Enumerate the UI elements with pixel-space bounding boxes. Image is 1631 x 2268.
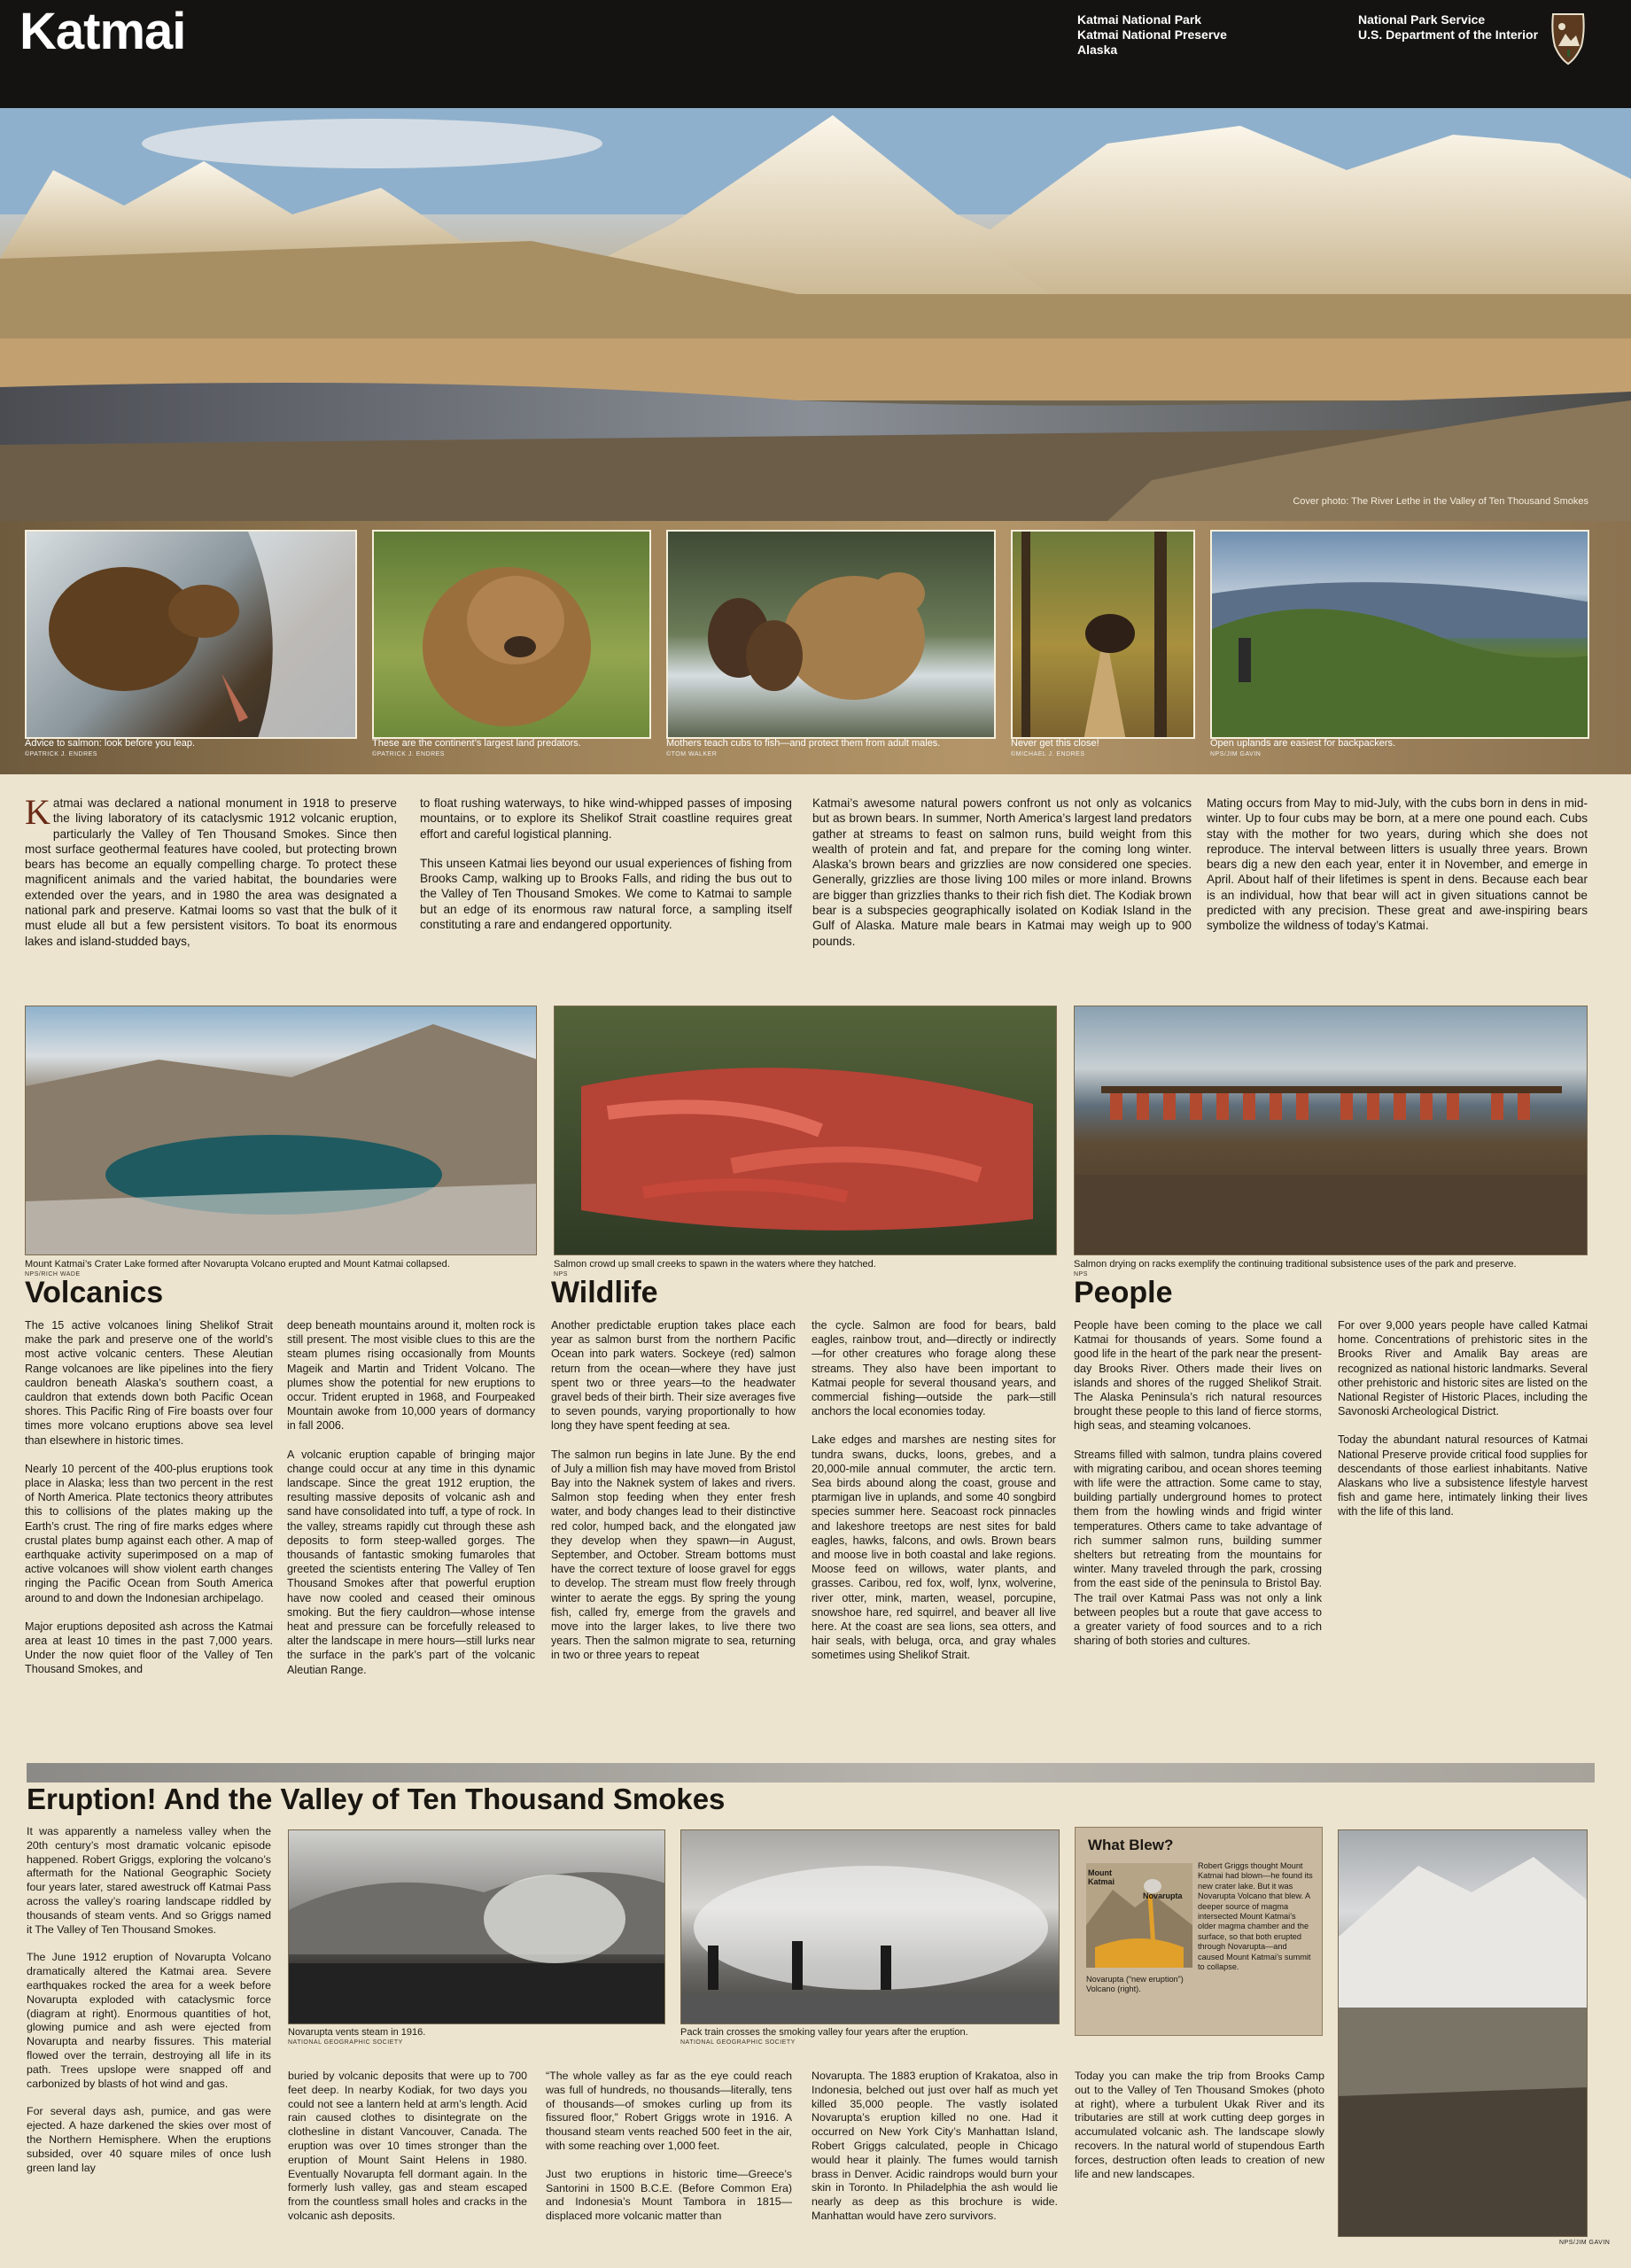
intro-column-1 [25, 792, 397, 949]
photo-caption: Salmon drying on racks exemplify the continuing traditional subsistence uses of the park and preserve. [1074, 1259, 1517, 1270]
cover-caption: Cover photo: The River Lethe in the Valley of Ten Thousand Smokes [1293, 496, 1588, 507]
photo-credit: ©PATRICK J. ENDRES [25, 751, 97, 757]
bear-photo [1210, 530, 1589, 739]
photo-credit: NATIONAL GEOGRAPHIC SOCIETY [288, 2039, 403, 2046]
eruption-column-4 [812, 2070, 1058, 2238]
eruption-heading: Eruption! And the Valley of Ten Thousand Smokes [27, 1783, 726, 1815]
eruption-paragraph: Novarupta. The 1883 eruption of Krakatoa, also in Indonesia, belched out just over half as much yet killed 35,000 people. The vastly isolated Novarupta’s eruption killed no one. Had it occurred on New York City’s Manhattan Island, Robert Griggs calculated, people in Chicago would hear it plainly. The fumes would tarnish brass in Denver. Acidic raindrops would burn your skin in Toronto. In Philadelphia the ash would lie nearly as deep as this brochure is wide. Manhattan would have zero survivors. [812, 2070, 1058, 2222]
photo-credit: ©MICHAEL J. ENDRES [1011, 751, 1085, 757]
bear-photo [666, 530, 996, 739]
wildlife-column-1 [551, 1318, 796, 1677]
intro-paragraph: This unseen Katmai lies beyond our usual experiences of fishing from Brooks Camp, walking up to Brooks Falls, and riding the bus out to the Valley of Ten Thousand Smokes. We come to Katmai to sample but an edge of its enormous raw natural force, a sampling itself constituting a rare and endangered opportunity. [420, 856, 792, 932]
upland-lake-view-image [1212, 532, 1589, 739]
eruption-column-1 [27, 1825, 271, 2189]
intro-paragraph: Mating occurs from May to mid-July, with the cubs born in dens in mid-winter. Up to four cubs may be born, at a mere one pound each. Cubs stay with the mother for two years, during which she does not reproduce. The interval between litters is usually three years. Brown bears dig a new den each year, enter it in November, and emerge in April. About half of their lifetimes is spent in dens. Because each bear is an individual, how that bear will act in given situations cannot be predicted with any precision. These great and awe-inspiring bears symbolize the wildness of today’s Katmai. [1207, 796, 1588, 933]
volcanics-paragraph: Major eruptions deposited ash across the Katmai area at least 10 times in the past 7,000 years. Under the now quiet floor of the Valley of Ten Thousand Smokes, and [25, 1619, 273, 1676]
what-blew-heading: What Blew? [1088, 1837, 1174, 1853]
brown-bear-portrait-image [374, 532, 651, 739]
diagram-label-katmai: Mount Katmai [1088, 1868, 1115, 1886]
eruption-paragraph: For several days ash, pumice, and gas were ejected. A haze darkened the skies over most of the Northern Hemisphere. When the eruptions subsided, over 40 square miles of once lush green land lay [27, 2105, 271, 2174]
photo-caption: Novarupta vents steam in 1916. [288, 2027, 426, 2038]
volcanics-paragraph: Nearly 10 percent of the 400-plus eruptions took place in Alaska; less than two percent in the rest of North America. Plate tectonics theory attributes this to collisions of the plates making up the Earth’s crust. The ring of fire marks edges where crustal plates bump against each other. A map of earthquake activity superimposed on a map of active volcanoes will show violent earth changes ringing the Pacific Ocean from South America around to and down the Indonesian archipelago. [25, 1462, 273, 1604]
wildlife-column-2 [812, 1318, 1056, 1677]
salmon-drying-racks-image [1075, 1006, 1588, 1255]
photo-credit: ©TOM WALKER [666, 751, 718, 757]
agency-designation [1358, 12, 1538, 43]
park-title: Katmai [19, 3, 186, 60]
people-heading: People [1074, 1276, 1173, 1309]
park-designation [1077, 12, 1227, 58]
wildlife-paragraph: Lake edges and marshes are nesting sites for tundra swans, ducks, loons, grebes, and a 20,000-mile annual commuter, the arctic tern. Sea birds abound along the coast, grouse and ptarmigan live in uplands, and some 40 songbird species summer here. Seacoast rock pinnacles and lakeshore treetops are nest sites for bald eagles, hawks, falcons, and owls. Brown bears and moose live in both coastal and lake regions. Moose feed on willows, water plants, and grasses. Caribou, red fox, wolf, lynx, wolverine, river otter, mink, marten, weasel, porcupine, snowshoe hare, red squirrel, and beaver all live here. At the coast are sea lions, sea otters, and hair seals, with beluga, orca, and gray whales sometimes using Shelikof Strait. [812, 1433, 1056, 1662]
salmon-photo [554, 1006, 1057, 1255]
people-column-2 [1338, 1318, 1588, 1534]
eruption-column-2 [288, 2070, 527, 2238]
drop-cap: K [25, 792, 50, 832]
photo-caption: Open uplands are easiest for backpackers. [1210, 738, 1396, 749]
intro-column-2 [420, 796, 792, 946]
people-column-1 [1074, 1318, 1322, 1662]
valley-photo [1338, 1829, 1588, 2237]
eruption-column-3 [546, 2070, 792, 2238]
mother-bear-with-cubs-image [668, 532, 996, 739]
wildlife-paragraph: the cycle. Salmon are food for bears, bald eagles, rainbow trout, and—directly or indirectly—for other creatures who forage along these streams. They also have been important to Katmai people for several thousand years, and commercial fishing—outside the park—still anchors the local economies today. [812, 1319, 1056, 1418]
bear-photo [1011, 530, 1195, 739]
nps-arrowhead-icon [1546, 11, 1590, 66]
bear-photo [25, 530, 357, 739]
drying-salmon-photo [1074, 1006, 1588, 1255]
crater-lake-photo [25, 1006, 537, 1255]
photo-credit: NPS/RICH WADE [25, 1271, 81, 1278]
section-divider-band [27, 1763, 1595, 1783]
volcanics-column-2 [287, 1318, 535, 1691]
bear-on-forest-trail-image [1013, 532, 1195, 739]
volcanics-paragraph: A volcanic eruption capable of bringing major change could occur at any time in this dynamic landscape. Since the great 1912 eruption, the resulting massive deposits of volcanic ash and sand have consolidated into tuff, a type of rock. In the valley, streams rapidly cut through these ash deposits to form steep-walled gorges. The thousands of fantastic smoking fumaroles that greeted the scientists entering The Valley of Ten Thousand Smokes after that powerful eruption have now cooled and ceased their ominous smoking. But the fiery cauldron—whose intense heat and pressure can be forcefully released to alter the landscape in mere hours—still lurks near the surface in the park’s part of the volcanic Aleutian Range. [287, 1448, 535, 1676]
wildlife-paragraph: The salmon run begins in late June. By the end of July a million fish may have moved from Bristol Bay into the Naknek system of lakes and rivers. Salmon stop feeding when they enter fresh water, and body changes lead to their distinctive red color, humped back, and the elongated jaw they develop when they spawn—in August, September, and October. Stream bottoms must have the correct texture of loose gravel for eggs to develop. The stream must flow freely through winter to aerate the eggs. By spring the young fish, called fry, emerge from the gravels and move into the larger lakes, to live there two years. Then the salmon migrate to sea, returning in two or three years to repeat [551, 1448, 796, 1662]
intro-paragraph: Katmai’s awesome natural powers confront us not only as volcanics but as brown bears. In summer, North America’s largest land predators gather at streams to feast on salmon runs, build weight from this wealth of protein and fat, and prepare for the coming long winter. Alaska’s brown bears and grizzlies are now considered one species. Generally, grizzlies are those living 100 miles or more inland. Browns are bigger than grizzlies thanks to their rich fish diet. The Kodiak brown bear is a subspecies geographically isolated on Kodiak Island in the Gulf of Alaska. Mature male bears in Katmai may weigh up to 900 pounds. [812, 796, 1192, 948]
agency-line: U.S. Department of the Interior [1358, 27, 1539, 42]
novarupta-steam-image [289, 1830, 665, 2024]
photo-caption: Mothers teach cubs to fish—and protect them from adult males. [666, 738, 941, 749]
bear-photo [372, 530, 651, 739]
photo-caption: Never get this close! [1011, 738, 1099, 749]
people-paragraph: People have been coming to the place we call Katmai for thousands of years. Some found a good life in the heart of the park near the present-day Brooks River. Others made their lives on islands and shores of the rugged Shelikof Strait. The Alaska Peninsula’s rich natural resources brought these people to this land of fierce storms, high seas, and steaming volcanoes. [1074, 1319, 1322, 1433]
eruption-paragraph: buried by volcanic deposits that were up to 700 feet deep. In nearby Kodiak, for two days you could not see a lantern held at arm’s length. Acid rain caused clothes to disintegrate on the clothesline in distant Vancouver, Canada. The eruption was over 10 times stronger than the eruption of Mount Saint Helens in 1980. Eventually Novarupta fell dormant again. In the formerly lush valley, gas and steam escaped from the countless small holes and cracks in the volcanic ash deposits. [288, 2070, 527, 2222]
photo-credit: NPS/JIM GAVIN [1210, 751, 1262, 757]
people-paragraph: Today the abundant natural resources of Katmai National Preserve provide critical food supplies for descendants of those earliest inhabitants. Native Alaskans who live a subsistence lifestyle harvest fish and game here, intimately linking their lives with the life of this land. [1338, 1433, 1588, 1518]
volcanics-heading: Volcanics [25, 1276, 164, 1309]
header-bar [0, 0, 1631, 108]
crater-lake-image [26, 1006, 537, 1255]
photo-caption: Salmon crowd up small creeks to spawn in the waters where they hatched. [554, 1259, 876, 1270]
intro-text: atmai was declared a national monument in 1918 to preserve the living laboratory of its cataclysmic 1912 volcanic eruption, particularly the Valley of Ten Thousand Smokes. Since then most surface geothermal features have cooled, but protecting brown bears has become an equally compelling charge. To protect these magnificent animals and the varied habitat, the boundaries were extended over the years, and in 1980 the area was designated a national park and preserve. Katmai looms so vast that the bulk of it must elude all but a few persistent visitors. To boat its enormous lakes and island-studded bays, [25, 796, 397, 948]
eruption-paragraph: Today you can make the trip from Brooks Camp out to the Valley of Ten Thousand Smokes (photo at right), where a turbulent Ukak River and its tributaries are still at work cutting deep gorges in accumulated volcanic ash. The landscape slowly recovers. In the natural world of stupendous Earth forces, destruction often leads to creation of new life and new landscapes. [1075, 2070, 1324, 2180]
people-paragraph: Streams filled with salmon, tundra plains covered with migrating caribou, and ocean shores teeming with life were the attraction. Some came to stay, building partially underground homes to protect them from the howling winds and frigid winter temperatures. Others came to take advantage of rich summer salmon runs, building summer shelters but retreating from the mountains for winter. Many traveled through the park, crossing from the east side of the peninsula to Bristol Bay. The trail over Katmai Pass was not only a link between peoples but a route that gave access to a greater variety of food sources and to a rich sharing of both stories and cultures. [1074, 1448, 1322, 1648]
cover-photo [0, 108, 1631, 521]
pack-train-smoking-valley-image [681, 1830, 1060, 2024]
park-line: Katmai National Preserve [1077, 27, 1227, 42]
pack-train-photo [680, 1829, 1060, 2024]
what-blew-diagram-box [1075, 1827, 1323, 2036]
intro-column-3 [812, 796, 1192, 963]
wildlife-paragraph: Another predictable eruption takes place each year as salmon burst from the northern Pacific Ocean into park waters. Sockeye (red) salmon return from the ocean—where they have just spent two or three years—to the headwater gravel beds of their birth. Their size averages five to seven pounds, varying proportionally to how long they have spent feeding at sea. [551, 1319, 796, 1433]
what-blew-caption: Novarupta (“new eruption”) Volcano (right). [1086, 1975, 1184, 1993]
mountain-landscape-image [0, 108, 1631, 521]
photo-caption: Mount Katmai’s Crater Lake formed after Novarupta Volcano erupted and Mount Katmai collapsed. [25, 1259, 450, 1270]
bear-catching-salmon-image [27, 532, 357, 739]
eruption-paragraph: The June 1912 eruption of Novarupta Volcano dramatically altered the Katmai area. Severe earthquakes rocked the area for a week before Novarupta exploded with cataclysmic force (diagram at right). Enormous quantities of hot, glowing pumice and ash were ejected from Novarupta and nearby fissures. This material flowed over the terrain, destroying all life in its path. Trees upslope were snapped off and carbonized by blasts of hot wind and gas. [27, 1951, 271, 2090]
eruption-paragraph: Just two eruptions in historic time—Greece’s Santorini in 1500 B.C.E. (Before Common Era) and Indonesia’s Mount Tambora in 1815—displaced more volcanic matter than [546, 2167, 792, 2223]
people-paragraph: For over 9,000 years people have called Katmai home. Concentrations of prehistoric sites in the Brooks River and Amalik Bay areas are recognized as national historic landmarks. Several other prehistoric and historic sites are listed on the National Register of Historic Places, including the Savonoski Archeological District. [1338, 1319, 1588, 1418]
intro-paragraph: to float rushing waterways, to hike wind-whipped passes of imposing mountains, or to explore its Shelikof Strait coastline requires great effort and careful logistical planning. [420, 796, 792, 841]
intro-column-4 [1207, 796, 1588, 948]
photo-credit: NPS/JIM GAVIN [1559, 2240, 1611, 2246]
what-blew-text: Robert Griggs thought Mount Katmai had blown—he found its new crater lake. But it was Novarupta Volcano that blew. A deeper source of magma intersected Mount Katmai’s older magma chamber and the surface, so that both erupted through Novarupta—and caused Mount Katmai’s summit to collapse. [1198, 1861, 1313, 1972]
spawning-salmon-image [555, 1006, 1057, 1255]
photo-caption: These are the continent’s largest land predators. [372, 738, 581, 749]
photo-credit: ©PATRICK J. ENDRES [372, 751, 445, 757]
novarupta-photo [288, 1829, 665, 2024]
valley-of-ten-thousand-smokes-image [1339, 1830, 1588, 2237]
eruption-column-5 [1075, 2070, 1324, 2195]
photo-credit: NPS [1074, 1271, 1088, 1278]
park-line: Alaska [1077, 43, 1118, 57]
diagram-label-novarupta: Novarupta [1143, 1891, 1183, 1900]
volcanics-column-1 [25, 1318, 273, 1691]
park-line: Katmai National Park [1077, 12, 1202, 27]
photo-caption: Pack train crosses the smoking valley four years after the eruption. [680, 2027, 968, 2038]
photo-credit: NPS [554, 1271, 568, 1278]
agency-line: National Park Service [1358, 12, 1486, 27]
photo-strip [0, 521, 1631, 774]
volcanics-paragraph: deep beneath mountains around it, molten rock is still present. The most visible clues to this are the steam plumes rising occasionally from Mounts Mageik and Martin and Trident Volcano. The plumes show the potential for new eruptions to occur. Trident erupted in 1968, and Fourpeaked Mountain awoke from 10,000 years of dormancy in fall 2006. [287, 1319, 535, 1433]
volcanics-paragraph: The 15 active volcanoes lining Shelikof Strait make the park and preserve one of the world’s most active volcanic centers. These Aleutian Range volcanoes are like pipelines into the fiery cauldron beneath Alaska’s southern coast, a cauldron that extends down both Pacific Ocean shores. This Pacific Ring of Fire boasts over four times more volcano eruptions above sea level than elsewhere in historic times. [25, 1319, 273, 1447]
photo-caption: Advice to salmon: look before you leap. [25, 738, 196, 749]
eruption-paragraph: “The whole valley as far as the eye could reach was full of hundreds, no thousands—literally, tens of thousands—of smokes curling up from its fissured floor,” Robert Griggs wrote in 1916. A thousand steam vents reached 500 feet in the air, with some reaching over 1,000 feet. [546, 2070, 792, 2152]
wildlife-heading: Wildlife [551, 1276, 658, 1309]
photo-credit: NATIONAL GEOGRAPHIC SOCIETY [680, 2039, 796, 2046]
eruption-paragraph: It was apparently a nameless valley when the 20th century’s most dramatic volcanic episode happened. Robert Griggs, exploring the volcano’s aftermath for the National Geographic Society four years later, stared awestruck off Katmai Pass across the valley’s roaring landscape riddled by thousands of steam vents. And so Griggs named it The Valley of Ten Thousand Smokes. [27, 1825, 271, 1936]
